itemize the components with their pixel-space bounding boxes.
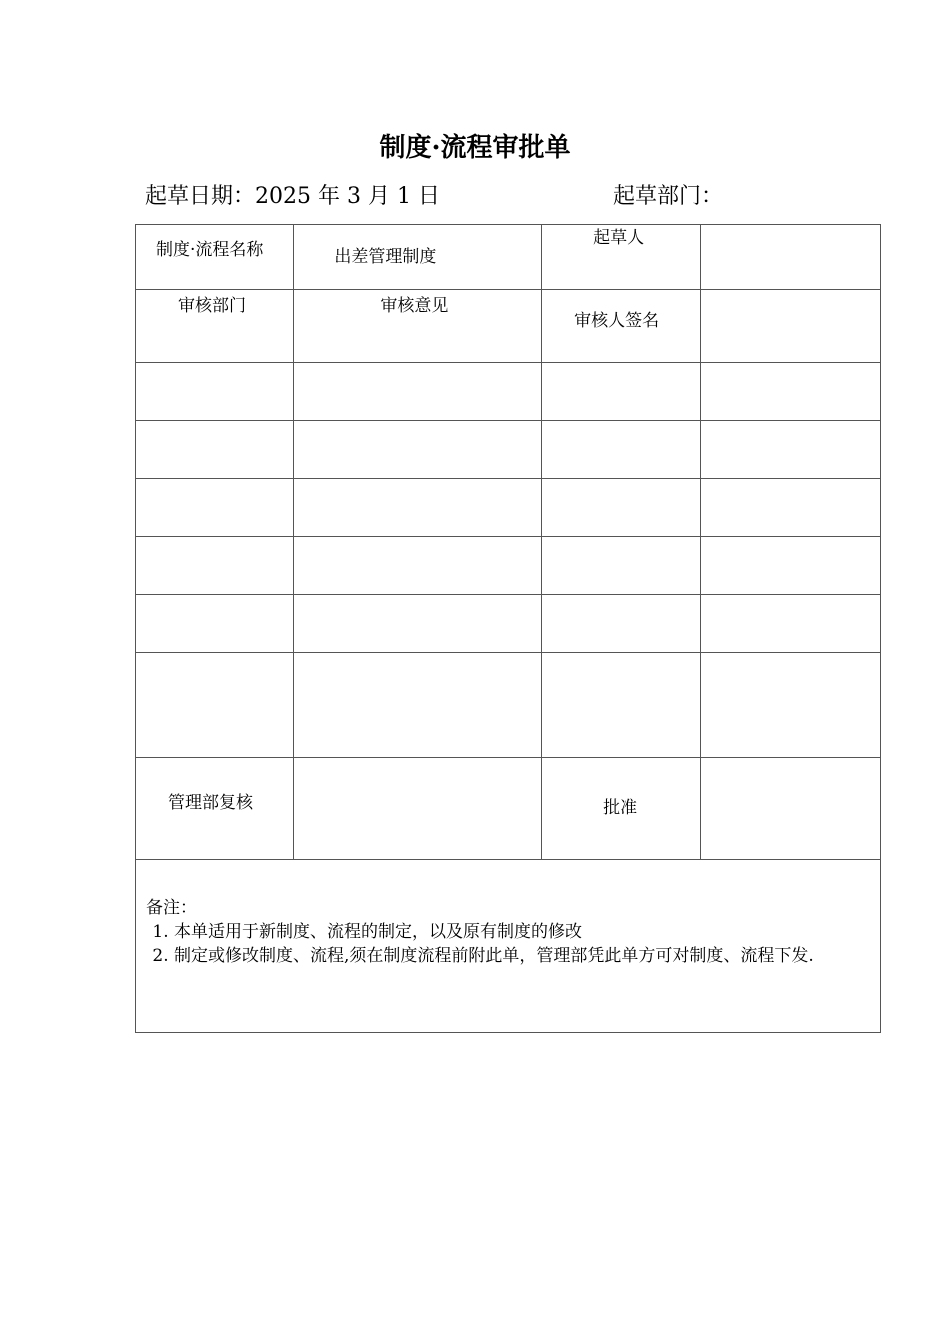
review-dept-label-cell: [136, 290, 294, 363]
reviewer-signature-cell[interactable]: [700, 421, 881, 479]
reviewer-signature-label: 审核人签名: [574, 311, 660, 331]
review-dept-label: 审核部门: [178, 296, 246, 316]
notes-cell: [136, 860, 881, 1033]
table-row-review-header: [136, 290, 881, 363]
review-dept-cell[interactable]: [136, 595, 294, 653]
review-opinion-cell[interactable]: [294, 537, 542, 595]
reviewer-signature-cell[interactable]: [700, 595, 881, 653]
reviewer-signature-cell[interactable]: [700, 479, 881, 537]
approve-label-cell: [542, 758, 700, 860]
reviewer-signature-cell[interactable]: [700, 653, 881, 758]
review-dept-cell[interactable]: [136, 479, 294, 537]
table-row-header: [136, 225, 881, 290]
table-row: [136, 595, 881, 653]
approve-value-cell[interactable]: [700, 758, 881, 860]
review-opinion-cell[interactable]: [294, 595, 542, 653]
mgmt-review-value-cell[interactable]: [294, 758, 542, 860]
reviewer-signature-cell[interactable]: [700, 363, 881, 421]
review-dept-cell[interactable]: [136, 537, 294, 595]
drafter-label: 起草人: [593, 228, 645, 248]
drafter-label-cell: [542, 225, 700, 290]
list-item: 2. 制定或修改制度、流程,须在制度流程前附此单，管理部凭此单方可对制度、流程下发.: [174, 944, 872, 968]
reviewer-signature-cell[interactable]: [700, 537, 881, 595]
mgmt-review-label: 管理部复核: [168, 793, 253, 813]
reviewer-cell[interactable]: [542, 595, 700, 653]
approval-form-table: [135, 224, 881, 1033]
notes-list: [146, 920, 872, 968]
table-row-notes: [136, 860, 881, 1033]
table-row: [136, 363, 881, 421]
review-opinion-cell[interactable]: [294, 479, 542, 537]
review-dept-cell[interactable]: [136, 363, 294, 421]
policy-name-label: 制度·流程名称: [156, 240, 264, 260]
review-header-empty-cell: [700, 290, 881, 363]
table-row: [136, 421, 881, 479]
reviewer-cell[interactable]: [542, 653, 700, 758]
policy-name-value[interactable]: 出差管理制度: [334, 247, 437, 267]
review-opinion-cell[interactable]: [294, 363, 542, 421]
draft-date: 起草日期：2025 年 3 月 1 日: [145, 184, 440, 209]
list-item: 1. 本单适用于新制度、流程的制定，以及原有制度的修改: [174, 920, 872, 944]
reviewer-cell[interactable]: [542, 363, 700, 421]
review-opinion-cell[interactable]: [294, 653, 542, 758]
review-opinion-label: 审核意见: [380, 296, 449, 316]
notes-heading: 备注：: [146, 898, 197, 918]
page-title: 制度·流程审批单: [379, 133, 571, 163]
policy-name-cell[interactable]: [294, 225, 542, 290]
table-row: [136, 479, 881, 537]
review-dept-cell[interactable]: [136, 421, 294, 479]
reviewer-cell[interactable]: [542, 421, 700, 479]
mgmt-review-label-cell: [136, 758, 294, 860]
review-opinion-cell[interactable]: [294, 421, 542, 479]
table-row: [136, 537, 881, 595]
review-opinion-label-cell: [294, 290, 542, 363]
reviewer-signature-label-cell: [542, 290, 700, 363]
review-dept-cell[interactable]: [136, 653, 294, 758]
policy-name-label-cell: [136, 225, 294, 290]
draft-department: 起草部门：: [613, 184, 724, 209]
table-row-final-review: [136, 758, 881, 860]
drafter-value-cell[interactable]: [700, 225, 881, 290]
approve-label: 批准: [603, 798, 638, 818]
table-row: [136, 653, 881, 758]
reviewer-cell[interactable]: [542, 479, 700, 537]
reviewer-cell[interactable]: [542, 537, 700, 595]
